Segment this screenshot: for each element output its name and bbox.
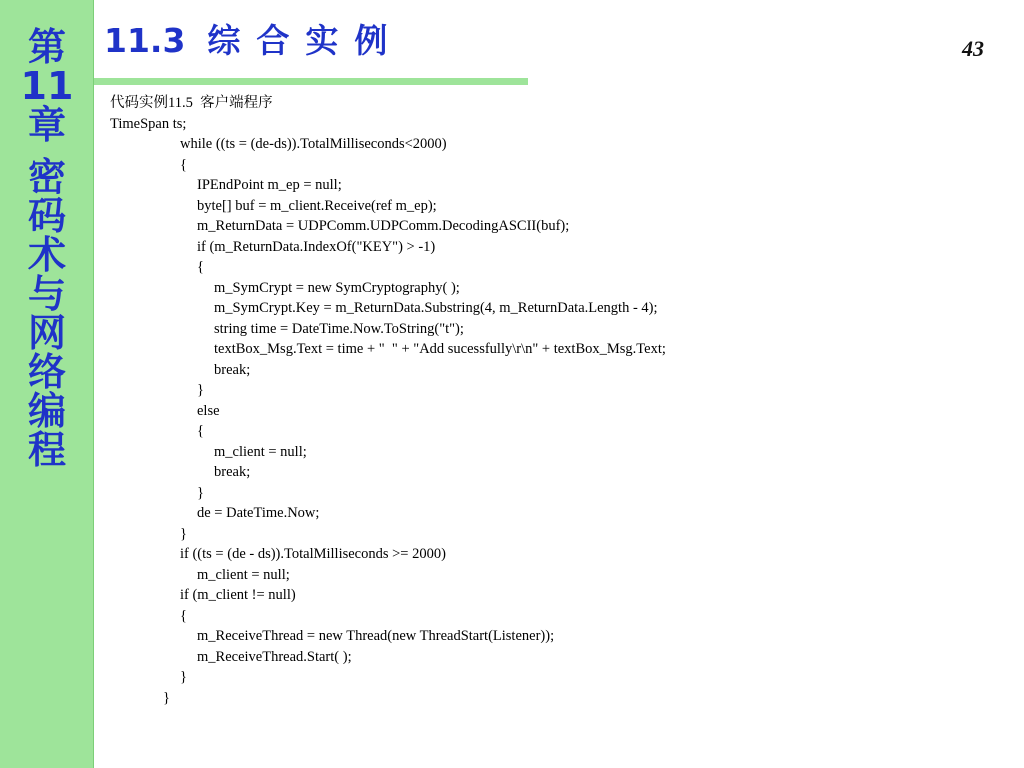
code-line: {	[197, 259, 204, 275]
code-line: {	[197, 423, 204, 439]
code-line: }	[180, 669, 187, 685]
code-line: if ((ts = (de - ds)).TotalMilliseconds >= 2000)	[180, 546, 446, 562]
code-line: m_ReturnData = UDPComm.UDPComm.DecodingASCII(buf);	[197, 218, 570, 234]
code-line: textBox_Msg.Text = time + " " + "Add sucessfully\r\n" + textBox_Msg.Text;	[214, 341, 666, 357]
code-line: m_client = null;	[214, 443, 307, 460]
code-caption: 代码实例11.5 客户端程序	[110, 95, 273, 111]
code-line: m_SymCrypt = new SymCryptography( );	[214, 279, 460, 296]
chapter-char: 与	[27, 272, 66, 316]
chapter-sidebar	[0, 0, 94, 768]
code-line: string time = DateTime.Now.ToString("t");	[214, 320, 464, 337]
chapter-char: 码	[27, 194, 66, 238]
chapter-char: 程	[27, 428, 66, 472]
chapter-char: 第	[27, 25, 66, 69]
code-line: if (m_client != null)	[180, 587, 296, 603]
code-line: break;	[214, 464, 251, 480]
code-line: m_SymCrypt.Key = m_ReturnData.Substring(4, m_ReturnData.Length - 4);	[214, 300, 658, 316]
code-line: m_ReceiveThread.Start( );	[197, 648, 352, 665]
code-line: IPEndPoint m_ep = null;	[197, 177, 342, 193]
code-line: if (m_ReturnData.IndexOf("KEY") > -1)	[197, 238, 436, 255]
code-line: while ((ts = (de-ds)).TotalMilliseconds<2000)	[180, 136, 447, 152]
code-listing	[110, 93, 666, 708]
code-line: de = DateTime.Now;	[197, 505, 320, 521]
section-title: 综合实例	[207, 21, 404, 60]
title-underline	[94, 78, 528, 85]
chapter-char: 编	[27, 389, 66, 433]
code-line: TimeSpan ts;	[110, 115, 187, 132]
chapter-char: 网	[27, 311, 66, 355]
chapter-char: 密	[27, 155, 66, 199]
code-line: }	[180, 525, 187, 542]
chapter-title	[0, 25, 94, 472]
code-line: break;	[214, 361, 251, 378]
chapter-char: 11	[20, 64, 74, 108]
section-number: 11.3	[104, 21, 186, 60]
code-line: }	[197, 484, 204, 501]
chapter-char: 术	[27, 233, 66, 277]
chapter-char: 章	[27, 103, 66, 147]
slide-title	[104, 21, 404, 60]
code-line: }	[197, 382, 204, 398]
code-line: m_client = null;	[197, 566, 290, 583]
code-line: m_ReceiveThread = new Thread(new ThreadStart(Listener));	[197, 628, 555, 644]
code-line: {	[180, 156, 187, 173]
code-line: }	[163, 689, 170, 706]
code-line: else	[197, 402, 220, 419]
page-number: 43	[962, 36, 984, 61]
chapter-char: 络	[27, 350, 66, 394]
code-line: {	[180, 607, 187, 624]
code-line: byte[] buf = m_client.Receive(ref m_ep);	[197, 197, 437, 214]
